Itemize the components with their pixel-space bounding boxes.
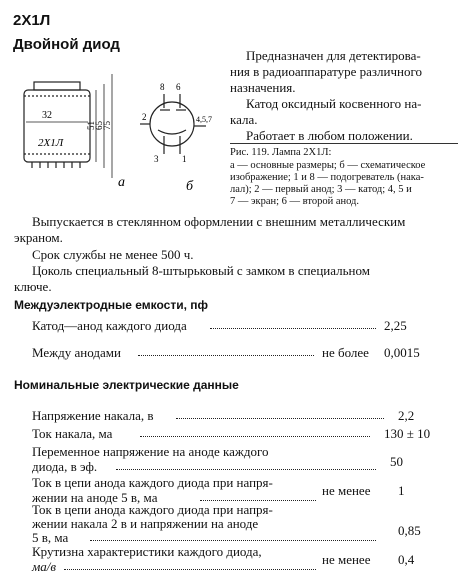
caption-line-2: изображение; 1 и 8 — подогреватель (нака- bbox=[230, 172, 424, 183]
dim-h1: 51 bbox=[86, 121, 96, 130]
el-row-4-value: 1 bbox=[398, 483, 405, 498]
intro-line-3: назначения. bbox=[230, 80, 296, 95]
el-row-2-value: 130 ± 10 bbox=[384, 426, 431, 441]
cap-row-1-leader bbox=[210, 328, 376, 329]
dim-width: 32 bbox=[42, 110, 52, 121]
pin-8: 8 bbox=[160, 82, 165, 92]
dim-h3: 75 bbox=[102, 121, 112, 130]
intro-line-6: Работает в любом положении. bbox=[246, 128, 413, 143]
el-row-6-qual: не менее bbox=[322, 552, 371, 567]
el-row-6-label-1: Крутизна характеристики каждого диода, bbox=[32, 544, 262, 559]
body-line-3: Срок службы не менее 500 ч. bbox=[32, 247, 194, 262]
label-a: а bbox=[118, 175, 125, 190]
caption-divider bbox=[230, 143, 458, 144]
dim-h2: 65 bbox=[94, 121, 104, 130]
tube-figure bbox=[14, 66, 224, 196]
el-row-4-label-2: жении на аноде 5 в, ма bbox=[32, 490, 158, 505]
el-row-4-leader bbox=[200, 500, 316, 501]
el-row-5-value: 0,85 bbox=[398, 523, 421, 538]
el-row-1-leader bbox=[176, 418, 384, 419]
pin-6: 6 bbox=[176, 82, 181, 92]
body-line-2: экраном. bbox=[14, 230, 63, 245]
el-row-3-value: 50 bbox=[390, 454, 403, 469]
el-row-6-leader bbox=[64, 569, 316, 570]
body-line-1: Выпускается в стеклянном оформлении с внешним металлическим bbox=[32, 214, 406, 229]
label-b: б bbox=[186, 179, 194, 194]
el-row-5-label-3: 5 в, ма bbox=[32, 530, 69, 545]
intro-line-2: ния в радиоаппаратуре различного bbox=[230, 64, 422, 79]
el-row-3-label-1: Переменное напряжение на аноде каждого bbox=[32, 444, 269, 459]
el-row-3-label-2: диода, в эф. bbox=[32, 459, 98, 474]
intro-line-4: Катод оксидный косвенного на- bbox=[246, 96, 422, 111]
cap-row-2-label: Между анодами bbox=[32, 345, 121, 360]
el-row-3-leader bbox=[116, 469, 376, 470]
el-row-5-label-2: жении накала 2 в и напряжении на аноде bbox=[32, 516, 259, 531]
cap-row-2-leader bbox=[138, 355, 314, 356]
el-row-2-label: Ток накала, ма bbox=[32, 426, 113, 441]
body-line-5: ключе. bbox=[14, 279, 52, 294]
body-line-4: Цоколь специальный 8-штырьковый с замком в специальном bbox=[32, 263, 370, 278]
capacitance-title: Междуэлектродные емкости, пф bbox=[14, 298, 209, 312]
pin-1: 1 bbox=[182, 154, 187, 164]
pin-457: 4,5,7 bbox=[196, 115, 212, 124]
cap-row-2-value: 0,0015 bbox=[384, 345, 420, 360]
el-row-1-label: Напряжение накала, в bbox=[32, 408, 154, 423]
electrical-title: Номинальные электрические данные bbox=[14, 378, 239, 392]
caption-line-3: лал); 2 — первый анод; 3 — катод; 4, 5 и bbox=[230, 184, 412, 195]
pin-3: 3 bbox=[154, 154, 159, 164]
el-row-2-leader bbox=[140, 436, 370, 437]
caption-title: Рис. 119. Лампа 2Х1Л: bbox=[230, 147, 332, 158]
caption-line-1: а — основные размеры; б — схематическое bbox=[230, 160, 426, 171]
el-row-5-leader bbox=[90, 540, 376, 541]
cap-row-1-value: 2,25 bbox=[384, 318, 407, 333]
schematic-symbol bbox=[140, 94, 206, 154]
tube-code: 2X1Л bbox=[13, 12, 51, 29]
intro-line-1: Предназначен для детектирова- bbox=[246, 48, 421, 63]
page-title: Двойной диод bbox=[13, 36, 120, 53]
el-row-6-label-2: ма/в bbox=[32, 559, 57, 574]
el-row-5-label-1: Ток в цепи анода каждого диода при напря- bbox=[32, 502, 273, 517]
el-row-6-value: 0,4 bbox=[398, 552, 415, 567]
cap-row-1-label: Катод—анод каждого диода bbox=[32, 318, 187, 333]
el-row-1-value: 2,2 bbox=[398, 408, 415, 423]
tube-label: 2X1Л bbox=[38, 137, 64, 149]
intro-line-5: кала. bbox=[230, 112, 258, 127]
cap-row-2-qual: не более bbox=[322, 345, 369, 360]
el-row-4-qual: не менее bbox=[322, 483, 371, 498]
el-row-4-label-1: Ток в цепи анода каждого диода при напря- bbox=[32, 475, 273, 490]
pin-2: 2 bbox=[142, 112, 147, 122]
caption-line-4: 7 — экран; 6 — второй анод. bbox=[230, 196, 360, 207]
